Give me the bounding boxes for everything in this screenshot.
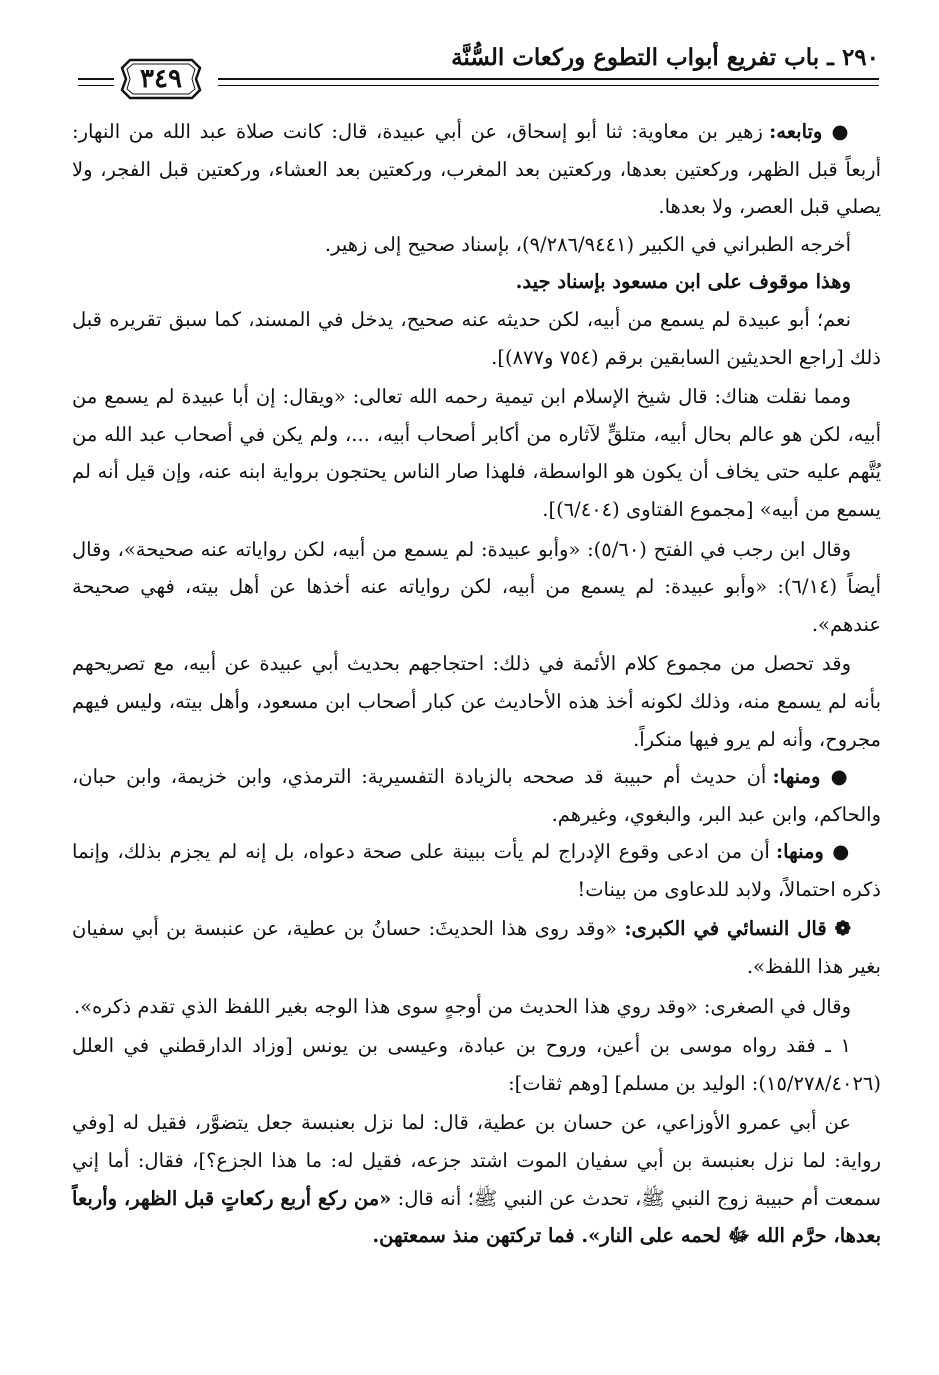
- paragraph-13: [72, 1104, 881, 1254]
- header-rule: [218, 78, 879, 86]
- paragraph-text: وقال في الصغرى: «وقد روي هذا الحديث من أوجهٍ سوى هذا الوجه بغير اللفظ الذي تقدم ذكره».: [74, 994, 851, 1018]
- paragraph-lead: وهذا موقوف على ابن مسعود بإسناد جيد.: [515, 270, 851, 294]
- paragraph-5: [72, 378, 881, 528]
- paragraph-text: أخرجه الطبراني في الكبير (٩/٢٨٦/٩٤٤١)، بإسناد صحيح إلى زهير.: [324, 232, 851, 256]
- paragraph-7: [72, 645, 881, 758]
- paragraph-4: [72, 301, 881, 376]
- paragraph-3: [72, 263, 881, 301]
- paragraph-2: [72, 226, 881, 264]
- paragraph-text: زهير بن معاوية: ثنا أبو إسحاق، عن أبي عبيدة، قال: كانت صلاة عبد الله من النهار: أربعاً قبل الظهر، وركعتين بعدها، وركعتين بعد المغرب، وركعتين بعد العشاء، وركعتين قبل الفجر، ولا يصلي قبل العصر، ولا بعدها.: [72, 120, 881, 219]
- paragraph-lead: ● ومنها:: [772, 765, 851, 789]
- page-number: ٣٤٩: [140, 64, 182, 94]
- paragraph-text: ١ ـ فقد رواه موسى بن أعين، وروح بن عبادة، وعيسى بن يونس [وزاد الدارقطني في العلل (١٥/٢٧٨/٤٠٢٦): الوليد بن مسلم] [وهم ثقات]:: [72, 1034, 881, 1095]
- paragraph-6: [72, 531, 881, 644]
- paragraph-text: وقد تحصل من مجموع كلام الأئمة في ذلك: احتجاجهم بحديث أبي عبيدة عن أبيه، مع تصريحهم بأنه لم يسمع منه، وذلك لكونه أخذ هذه الأحاديث عن كبار أصحاب ابن مسعود، وأهل بيته، وليس فيهم مجروح، وأنه لم يرو فيها منكراً.: [72, 652, 881, 751]
- paragraph-8: [72, 758, 881, 833]
- paragraph-11: [72, 988, 881, 1026]
- paragraph-lead: ❁ قال النسائي في الكبرى:: [624, 917, 851, 941]
- page-number-badge: [118, 56, 204, 102]
- paragraph-text: وقال ابن رجب في الفتح (٥/٦٠): «وأبو عبيدة: لم يسمع من أبيه، لكن رواياته عنه صحيحة»، وقال أيضاً (٦/١٤): «وأبو عبيدة: لم يسمع من أبيه، لكن رواياته عنه أخذها عن أهل بيته، فهي صحيحة عندهم».: [72, 537, 881, 636]
- paragraph-text: نعم؛ أبو عبيدة لم يسمع من أبيه، لكن حديثه عنه صحيح، يدخل في المسند، كما سبق تقريره قبل ذلك [راجع الحديثين السابقين برقم (٧٥٤ و٨٧٧)].: [72, 307, 881, 369]
- paragraph-text: عن أبي عمرو الأوزاعي، عن حسان بن عطية، قال: لما نزل بعنبسة جعل يتضوَّر، فقيل له [وفي رواية: لما نزل بعنبسة بن أبي سفيان الموت اشتد جزعه، فقيل له: ما هذا الجزع؟]، فقال: أما إني سمعت أم حبيبة زوج النبي ﷺ، تحدث عن النبي ﷺ؛ أنه قال:: [72, 1111, 881, 1210]
- page-header: [78, 36, 879, 100]
- paragraph-9: [72, 833, 881, 908]
- paragraph-lead: ● ومنها:: [775, 840, 851, 864]
- main-text: [72, 113, 881, 1255]
- paragraph-text: أن حديث أم حبيبة قد صححه بالزيادة التفسيرية: الترمذي، وابن خزيمة، وابن حبان، والحاكم، وابن عبد البر، والبغوي، وغيرهم.: [72, 765, 881, 826]
- paragraph-text: ومما نقلت هناك: قال شيخ الإسلام ابن تيمية رحمه الله تعالى: «ويقال: إن أبا عبيدة لم يسمع من أبيه، لكن هو عالم بحال أبيه، متلقٍّ لآثاره من أكابر أصحاب أبيه، ...، ولم يكن في أصحاب عبد الله من يُتَّهم عليه حتى يخاف أن يكون هو الواسطة، فلهذا صار الناس يحتجون برواية ابنه عنه، وإن قيل أنه لم يسمع من أبيه» [مجموع الفتاوى (٦/٤٠٤)].: [72, 385, 881, 521]
- paragraph-text: «وقد روى هذا الحديثَ: حسانُ بن عطية، عن عنبسة بن أبي سفيان بغير هذا اللفظ».: [72, 917, 881, 979]
- header-rule-left: [78, 78, 114, 86]
- paragraph-text: أن من ادعى وقوع الإدراج لم يأت ببينة على صحة دعواه، بل إنه لم يجزم بذلك، وإنما ذكره احتمالاً، ولابد للدعاوى من بينات!: [72, 840, 881, 901]
- paragraph-10: [72, 910, 881, 985]
- running-title: ٢٩٠ ـ باب تفريع أبواب التطوع وركعات السُّنَّة: [451, 44, 879, 71]
- paragraph-12: [72, 1027, 881, 1102]
- hadith-quote: «من ركع أربع ركعاتٍ قبل الظهر، وأربعاً بعدها، حرَّم الله ﷻ لحمه على النار». فما تركتهن منذ سمعتهن.: [72, 1186, 881, 1248]
- paragraph-lead: ● وتابعه:: [769, 120, 851, 143]
- paragraph-1: [72, 113, 881, 226]
